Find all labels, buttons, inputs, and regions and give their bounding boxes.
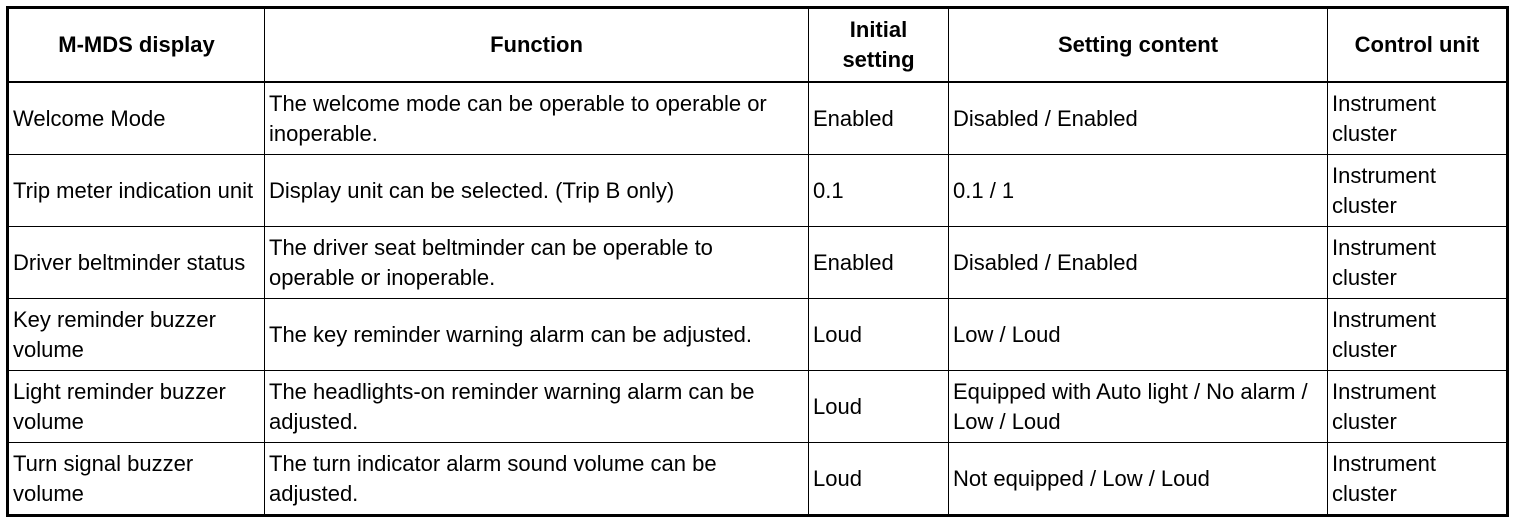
cell-m-mds-display: Turn signal buzzer volume xyxy=(8,443,265,516)
cell-m-mds-display: Key reminder buzzer volume xyxy=(8,299,265,371)
cell-setting-content: Low / Loud xyxy=(949,299,1328,371)
table-row xyxy=(8,155,1508,227)
cell-initial-setting: Enabled xyxy=(809,227,949,299)
cell-initial-setting: 0.1 xyxy=(809,155,949,227)
cell-m-mds-display: Driver beltminder status xyxy=(8,227,265,299)
table-row xyxy=(8,371,1508,443)
cell-initial-setting: Loud xyxy=(809,443,949,516)
cell-initial-setting: Enabled xyxy=(809,82,949,155)
cell-function: The headlights-on reminder warning alarm can be adjusted. xyxy=(265,371,809,443)
cell-control-unit: Instrument cluster xyxy=(1328,82,1508,155)
cell-setting-content: Disabled / Enabled xyxy=(949,227,1328,299)
cell-control-unit: Instrument cluster xyxy=(1328,299,1508,371)
table-row xyxy=(8,82,1508,155)
cell-function: The turn indicator alarm sound volume can be adjusted. xyxy=(265,443,809,516)
header-m-mds-display: M-MDS display xyxy=(8,8,265,83)
cell-control-unit: Instrument cluster xyxy=(1328,155,1508,227)
cell-m-mds-display: Light reminder buzzer volume xyxy=(8,371,265,443)
header-function: Function xyxy=(265,8,809,83)
cell-function: The key reminder warning alarm can be adjusted. xyxy=(265,299,809,371)
cell-setting-content: 0.1 / 1 xyxy=(949,155,1328,227)
header-control-unit: Control unit xyxy=(1328,8,1508,83)
table-row xyxy=(8,443,1508,516)
cell-function: The driver seat beltminder can be operable to operable or inoperable. xyxy=(265,227,809,299)
cell-initial-setting: Loud xyxy=(809,371,949,443)
header-setting-content: Setting content xyxy=(949,8,1328,83)
cell-control-unit: Instrument cluster xyxy=(1328,227,1508,299)
cell-function: Display unit can be selected. (Trip B only) xyxy=(265,155,809,227)
table-header-row xyxy=(8,8,1508,83)
cell-control-unit: Instrument cluster xyxy=(1328,443,1508,516)
cell-m-mds-display: Trip meter indication unit xyxy=(8,155,265,227)
table-row xyxy=(8,227,1508,299)
cell-control-unit: Instrument cluster xyxy=(1328,371,1508,443)
m-mds-settings-table xyxy=(6,6,1509,517)
cell-function: The welcome mode can be operable to operable or inoperable. xyxy=(265,82,809,155)
cell-m-mds-display: Welcome Mode xyxy=(8,82,265,155)
table-row xyxy=(8,299,1508,371)
header-initial-setting: Initial setting xyxy=(809,8,949,83)
cell-setting-content: Not equipped / Low / Loud xyxy=(949,443,1328,516)
cell-initial-setting: Loud xyxy=(809,299,949,371)
settings-table-container xyxy=(6,6,1509,517)
cell-setting-content: Equipped with Auto light / No alarm / Low / Loud xyxy=(949,371,1328,443)
cell-setting-content: Disabled / Enabled xyxy=(949,82,1328,155)
